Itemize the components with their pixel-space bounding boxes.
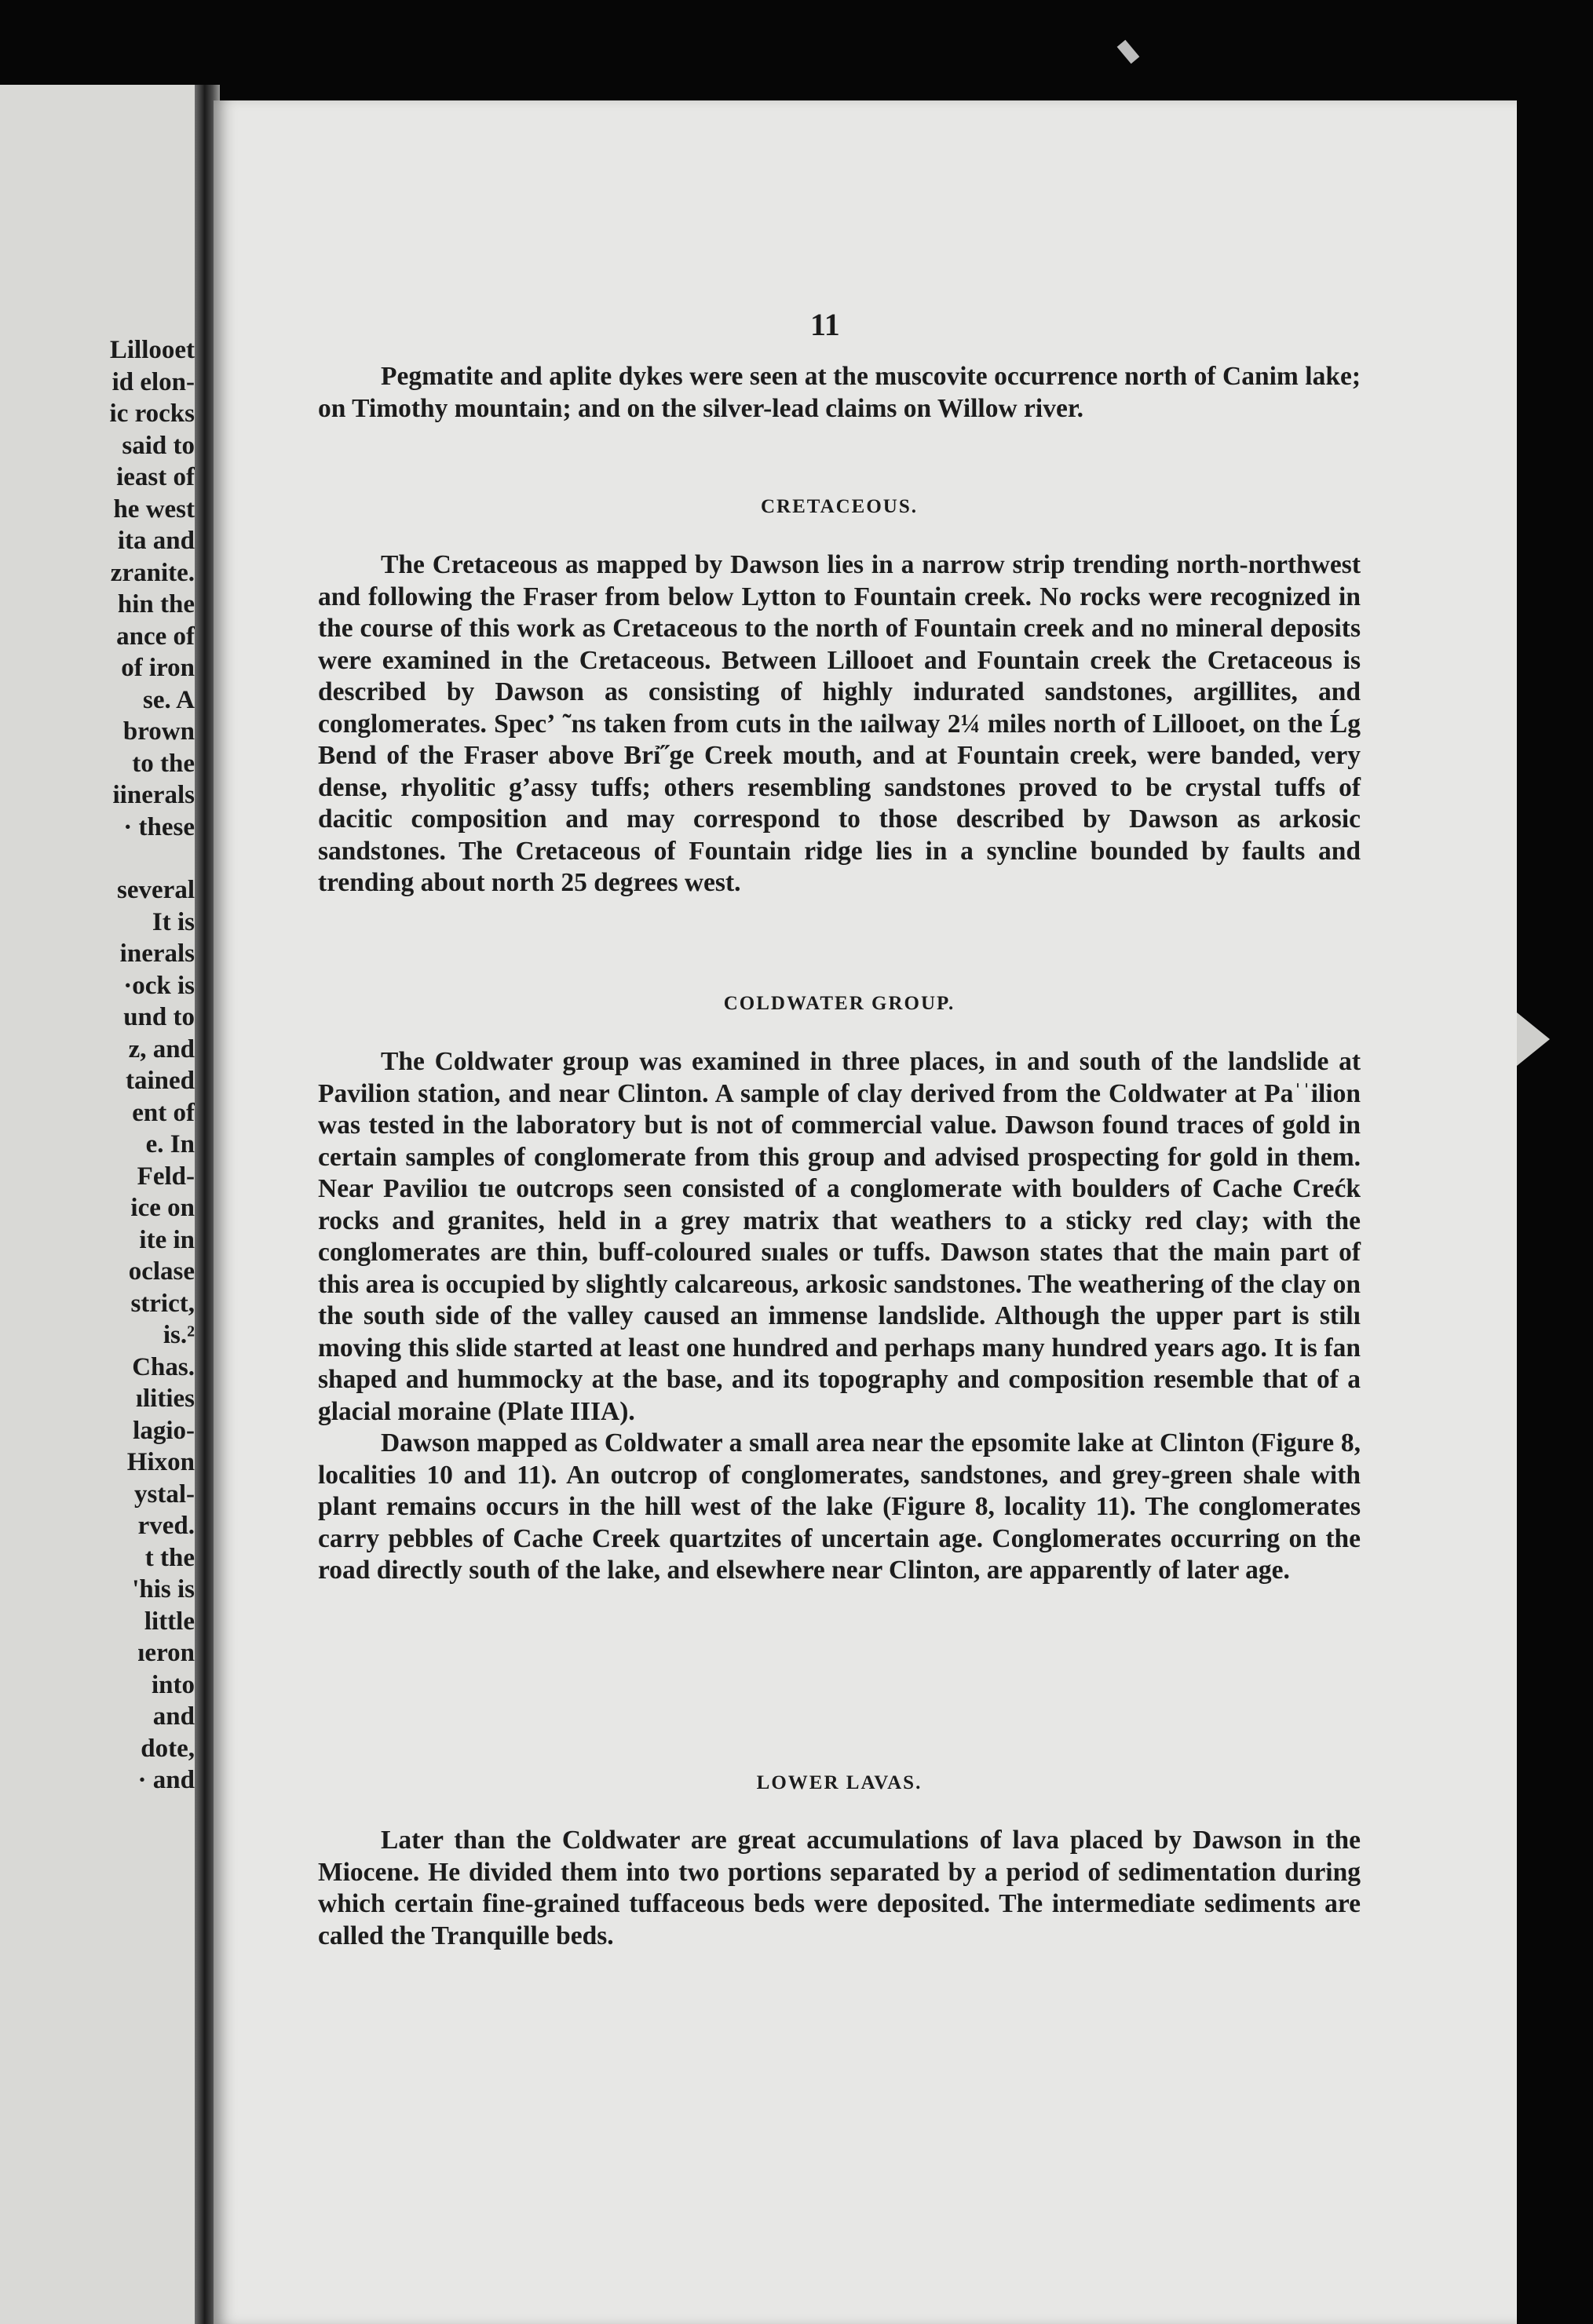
- left-margin-line: zranite.: [110, 558, 195, 587]
- left-margin-line: and: [152, 1702, 195, 1731]
- left-margin-line: e. In: [145, 1130, 195, 1158]
- left-margin-line: Hixon: [126, 1448, 195, 1476]
- coldwater-paragraph-1: The Coldwater group was examined in three places, in and south of the landslide at Pavilion station, and near Clinton. A sample of clay derived from the Coldwater at Paˈˈilion was tested in the laboratory but is not of commercial value. Dawson found traces of gold in certain samples of conglomerate from this group and advised prospecting for gold in them. Near Pavilioı tıe outcrops seen consisted of a conglomerate with boulders of Cache Crećk rocks and granites, held in a grey matrix that weathers to a sticky red clay; with the conglomerates are thin, buff-coloured sııales or tuffs. Dawson states that the main part of this area is occupied by slightly calcareous, arkosic sandstones. The weathering of the clay on the south side of the valley caused an immense landslide. Although the upper part is stilı moving this slide started at least one hundred and perhaps many hundred years ago. It is fan shaped and hummocky at the base, and its topography and composition resemble that of a glacial moraine (Plate IIIA).: [318, 1047, 1361, 1426]
- left-margin-line: iinerals: [112, 781, 195, 809]
- left-margin-line: Lillooet: [109, 336, 195, 364]
- page-number: 11: [810, 307, 840, 342]
- left-margin-line: Chas.: [132, 1352, 195, 1381]
- left-margin-line: he west: [113, 494, 195, 524]
- left-margin-line: oclase: [128, 1257, 195, 1286]
- left-margin-line: several: [117, 876, 195, 904]
- scan-speck: [1117, 40, 1140, 64]
- left-margin-line: · and: [137, 1766, 195, 1794]
- left-margin-line: 'his is: [132, 1575, 195, 1603]
- section-heading-lower-lavas: LOWER LAVAS.: [756, 1772, 923, 1793]
- left-margin-line: ılities: [135, 1385, 195, 1413]
- section-heading-coldwater: COLDWATER GROUP.: [723, 993, 955, 1014]
- left-margin-line: brown: [122, 717, 195, 746]
- left-margin-line: inerals: [119, 939, 195, 968]
- left-margin-line: t the: [144, 1543, 195, 1572]
- lower-lavas-paragraph: Later than the Coldwater are great accumulations of lava placed by Dawson in the Miocene. He divided them into two portions separated by a period of sedimentation during which certain fine-grained tuffaceous beds were deposited. The intermediate sediments are called the Tranquille beds.: [318, 1826, 1361, 1950]
- coldwater-text: [318, 1046, 1361, 1587]
- left-margin-line: hin the: [117, 590, 195, 618]
- left-margin-line: · these: [123, 812, 195, 841]
- left-margin-line: little: [144, 1607, 195, 1636]
- left-margin-line: dote,: [141, 1734, 195, 1763]
- left-margin-line: rved.: [137, 1512, 195, 1540]
- left-margin-line: ystal-: [134, 1479, 195, 1509]
- left-margin-line: into: [151, 1670, 195, 1699]
- left-margin-line: of iron: [121, 654, 195, 682]
- left-margin-line: id elon-: [111, 367, 195, 396]
- left-margin-line: ıeron: [137, 1639, 195, 1667]
- left-margin-line: lagio-: [133, 1416, 195, 1445]
- left-margin-line: ieast of: [116, 463, 195, 491]
- left-margin-line: ance of: [116, 622, 195, 651]
- left-margin-line: ·ock is: [123, 971, 195, 1000]
- left-margin-line: ent of: [132, 1098, 195, 1127]
- page-tab-marker: [1517, 1012, 1550, 1066]
- intro-paragraph: Pegmatite and aplite dykes were seen at the muscovite occurrence north of Canim lake; on Timothy mountain; and on the silver-lead claims on Willow river.: [318, 362, 1361, 423]
- previous-page-edge: [0, 85, 198, 2324]
- left-margin-line: ic rocks: [109, 399, 195, 428]
- coldwater-paragraph-2: Dawson mapped as Coldwater a small area near the epsomite lake at Clinton (Figure 8, localities 10 and 11). An outcrop of conglomerates, sandstones, and grey-green shale with plant remains occurs in the hill west of the lake (Figure 8, locality 11). The conglomerates carry pebbles of Cache Creek quartzites of uncertain age. Conglomerates occurring on the road directly south of the lake, and elsewhere near Clinton, are apparently of later age.: [318, 1428, 1361, 1585]
- intro-block: [318, 361, 1361, 425]
- left-margin-line: tained: [125, 1067, 195, 1095]
- left-margin-line: z, and: [128, 1034, 195, 1063]
- left-margin-line: said to: [122, 431, 195, 460]
- left-margin-line: ita and: [117, 527, 195, 555]
- left-margin-line: to the: [132, 749, 195, 778]
- left-margin-line: It is: [152, 907, 195, 936]
- section-heading-cretaceous: CRETACEOUS.: [760, 496, 919, 517]
- left-margin-line: strict,: [130, 1289, 195, 1318]
- lower-lavas-text: [318, 1825, 1361, 1952]
- left-margin-line: Feld-: [137, 1162, 195, 1191]
- cretaceous-paragraph: The Cretaceous as mapped by Dawson lies in a narrow strip trending north-northwest and following the Fraser from below Lytton to Fountain creek. No rocks were recognized in the course of this work as Cretaceous to the north of Fountain creek and no mineral deposits were examined in the Cretaceous. Between Lillooet and Fountain creek the Cretaceous is described by Dawson as consisting of highly indurated sandstones, argillites, and conglomerates. Specʼ ˜ns taken from cuts in the ıailway 2¼ miles north of Lillooet, on the Ĺg Bend of the Fraser above Brỉ˝ge Creek mouth, and at Fountain creek, were banded, very dense, rhyolitic gʼassy tuffs; others resembling sandstones proved to be crystal tuffs of dacitic composition and may correspond to those described by Dawson as arkosic sandstones. The Cretaceous of Fountain ridge lies in a syncline bounded by faults and trending about north 25 degrees west.: [318, 550, 1361, 897]
- left-margin-line: is.²: [163, 1321, 195, 1349]
- left-margin-line: ite in: [139, 1225, 195, 1254]
- left-margin-line: se. A: [143, 685, 195, 714]
- left-margin-line: ice on: [130, 1194, 195, 1222]
- left-margin-line: und to: [123, 1003, 195, 1031]
- cretaceous-text: [318, 549, 1361, 899]
